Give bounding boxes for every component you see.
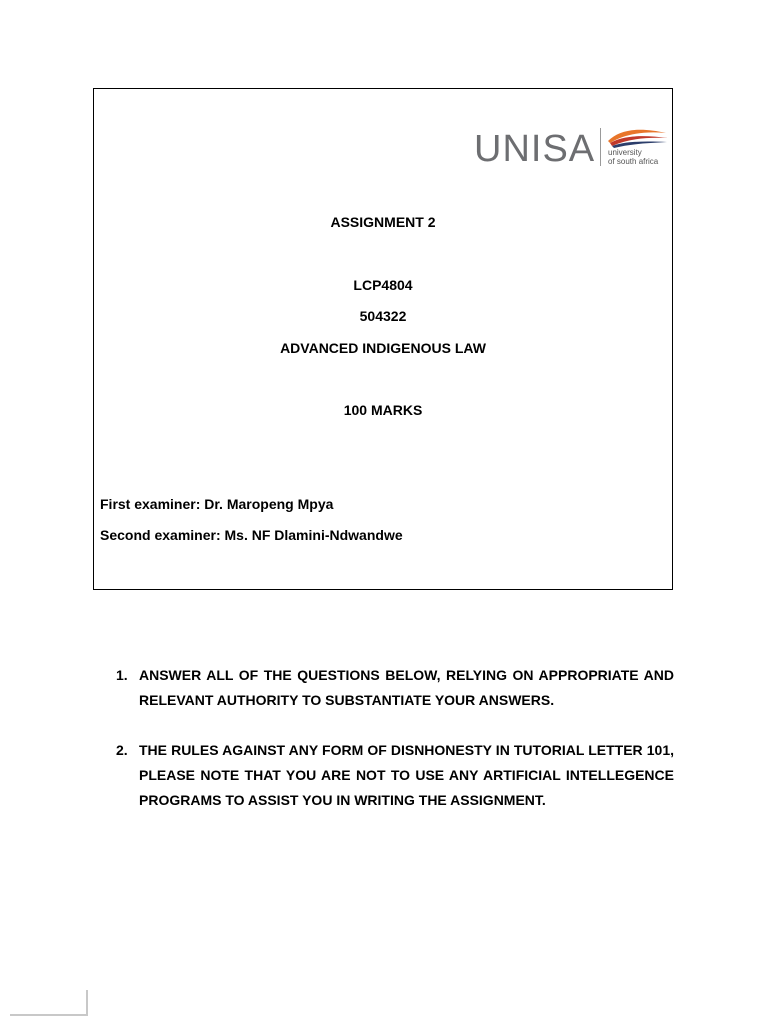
- instructions-list: [116, 663, 674, 838]
- page-corner-mark: [10, 990, 88, 1016]
- assignment-title: ASSIGNMENT 2: [330, 214, 436, 230]
- unisa-logo: [474, 127, 670, 171]
- first-examiner: First examiner: Dr. Maropeng Mpya: [100, 496, 334, 512]
- instruction-item: [116, 663, 674, 713]
- module-code: LCP4804: [353, 277, 413, 293]
- instruction-number: 2.: [116, 742, 128, 758]
- instruction-item: [116, 738, 674, 813]
- instruction-text: THE RULES AGAINST ANY FORM OF DISNHONESTY IN TUTORIAL LETTER 101, PLEASE NOTE THAT YOU ARE NOT TO USE ANY ARTIFICIAL INTELLEGENCE PROGRAMS TO ASSIST YOU IN WRITING THE ASSIGNMENT.: [139, 742, 674, 808]
- module-name: ADVANCED INDIGENOUS LAW: [280, 340, 486, 356]
- second-examiner: Second examiner: Ms. NF Dlamini-Ndwandwe: [100, 527, 403, 543]
- logo-wordmark: UNISA: [474, 128, 596, 170]
- logo-subtitle: [608, 148, 658, 166]
- unique-number: 504322: [359, 308, 407, 324]
- logo-subtitle-line2: of south africa: [608, 157, 659, 166]
- logo-subtitle-line1: university: [608, 148, 642, 157]
- cover-page-box: [93, 88, 673, 590]
- total-marks: 100 MARKS: [343, 402, 423, 418]
- instruction-text: ANSWER ALL OF THE QUESTIONS BELOW, RELYING ON APPROPRIATE AND RELEVANT AUTHORITY TO SUBSTANTIATE YOUR ANSWERS.: [139, 667, 674, 708]
- unisa-flag-icon: [604, 127, 670, 149]
- instruction-number: 1.: [116, 667, 128, 683]
- logo-divider: [600, 128, 601, 166]
